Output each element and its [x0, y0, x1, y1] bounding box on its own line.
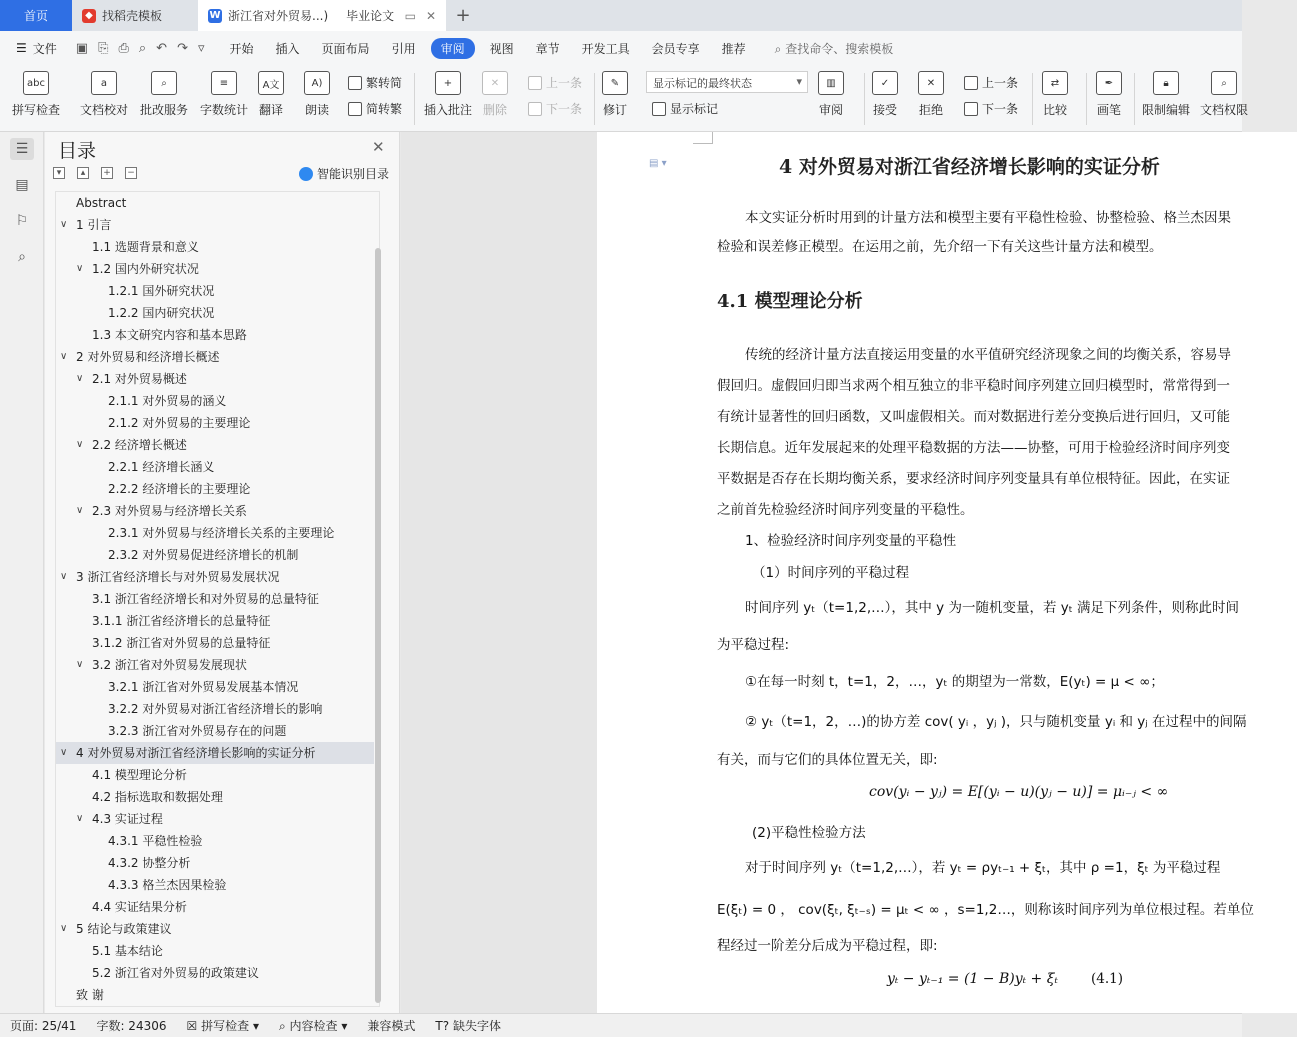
subsection-line: （1）时间序列的平稳过程: [752, 565, 910, 581]
qa-more-icon[interactable]: ▿: [197, 40, 205, 56]
missing-font-status[interactable]: [425, 1017, 511, 1034]
window-restore-icon[interactable]: ▭: [404, 8, 416, 23]
doc-permission-button[interactable]: [1200, 71, 1248, 118]
toc-item[interactable]: [56, 302, 374, 324]
toc-item-label: 1.1 选题背景和意义: [92, 240, 199, 254]
menu-member[interactable]: 会员专享: [651, 41, 700, 56]
toc-item-label: 4.3.3 格兰杰因果检验: [108, 878, 227, 892]
menu-developer[interactable]: 开发工具: [581, 41, 630, 56]
paragraph-layout-icon[interactable]: ▤ ▾: [649, 158, 667, 169]
toc-item[interactable]: [56, 940, 374, 962]
delete-comment-button[interactable]: [482, 71, 508, 118]
proofread-icon: a: [91, 71, 117, 95]
content-check-icon: ⌕: [278, 1019, 286, 1033]
bookmark-icon[interactable]: ⚐: [15, 213, 29, 229]
toc-item[interactable]: [56, 544, 374, 566]
show-markup-label: 显示标记: [670, 102, 719, 116]
toc-item[interactable]: [56, 214, 374, 236]
prev-comment-icon: [528, 76, 542, 90]
insert-comment-label: 插入批注: [424, 103, 473, 117]
chevron-down-icon[interactable]: ∨: [76, 659, 84, 670]
smart-toc-button[interactable]: [299, 165, 389, 182]
redo-icon[interactable]: ↷: [177, 40, 188, 56]
toc-item[interactable]: [56, 478, 374, 500]
paragraph-line: E(ξₜ) = 0 ， cov(ξₜ, ξₜ₋ₛ) = μₜ < ∞ ，s=1,2…，则称该时间序列为单位根过程。若单位: [717, 902, 1254, 918]
equation-number: (4.1): [1091, 971, 1124, 987]
find-icon[interactable]: ⌕: [18, 249, 26, 265]
word-count-label: 字数统计: [200, 103, 249, 117]
ribbon-divider: [864, 73, 865, 125]
spell-check-status-label: 拼写检查: [201, 1019, 250, 1033]
remove-heading-icon[interactable]: −: [125, 167, 137, 179]
subsection-line: (2)平稳性检验方法: [752, 825, 866, 841]
paragraph-line: 有统计显著性的回归函数，又叫虚假相关。而对数据进行差分变换后进行回归，又可能: [717, 409, 1230, 425]
chevron-down-icon: ▾: [341, 1019, 348, 1033]
formula-difference: yₜ − yₜ₋₁ = (1 − B)yₜ + ξₜ: [887, 971, 1058, 987]
spell-check-label: 拼写检查: [12, 103, 61, 117]
toc-item-label: 4 对外贸易对浙江省经济增长影响的实证分析: [76, 746, 316, 760]
reject-icon: ✕: [918, 71, 944, 95]
toc-item-label: 2.3.2 对外贸易促进经济增长的机制: [108, 548, 299, 562]
docer-logo-icon: ◆: [82, 9, 96, 23]
prev-change-label: 上一条: [982, 76, 1019, 90]
toc-item-label: 2 对外贸易和经济增长概述: [76, 350, 220, 364]
paragraph-line: 本文实证分析时用到的计量方法和模型主要有平稳性检验、协整检验、格兰杰因果: [745, 210, 1231, 226]
read-aloud-icon: A): [304, 71, 330, 95]
undo-icon[interactable]: ↶: [156, 40, 168, 56]
toc-item-label: 3.1.2 浙江省对外贸易的总量特征: [92, 636, 271, 650]
toc-item[interactable]: [56, 808, 374, 830]
track-changes-button[interactable]: [602, 71, 628, 118]
toc-item[interactable]: [56, 896, 374, 918]
toc-item-label: 1.2.2 国内研究状况: [108, 306, 215, 320]
chevron-down-icon[interactable]: ∨: [76, 373, 84, 384]
toc-item-label: 4.1 模型理论分析: [92, 768, 187, 782]
save-icon[interactable]: ▣: [75, 40, 89, 56]
toc-item[interactable]: [56, 720, 374, 742]
chevron-down-icon[interactable]: ∨: [76, 505, 84, 516]
toc-item-label: 4.3 实证过程: [92, 812, 163, 826]
toc-item-label: 3.2.2 对外贸易对浙江省经济增长的影响: [108, 702, 323, 716]
review-ribbon: [0, 65, 1249, 132]
status-bar: [0, 1013, 1242, 1037]
toc-item[interactable]: [56, 764, 374, 786]
toc-item[interactable]: [56, 236, 374, 258]
new-tab-button[interactable]: +: [455, 5, 471, 26]
toc-item-label: 4.3.1 平稳性检验: [108, 834, 203, 848]
track-changes-icon: ✎: [602, 71, 628, 95]
paragraph-line: 检验和误差修正模型。在运用之前，先介绍一下有关这些计量方法和模型。: [717, 239, 1163, 255]
toc-item[interactable]: [56, 918, 374, 940]
smart-toc-label: 智能识别目录: [317, 167, 390, 181]
toc-item[interactable]: [56, 742, 374, 764]
toc-panel-icon[interactable]: ☰: [10, 138, 34, 160]
missing-font-label: 缺失字体: [452, 1019, 501, 1033]
trad-to-simp-icon: [348, 76, 362, 90]
toc-item-label: 2.3.1 对外贸易与经济增长关系的主要理论: [108, 526, 335, 540]
toc-item[interactable]: [56, 522, 374, 544]
add-heading-icon[interactable]: +: [101, 167, 113, 179]
content-check-label: 内容检查: [289, 1019, 338, 1033]
review-pane-button[interactable]: [818, 71, 844, 118]
batch-service-label: 批改服务: [140, 103, 189, 117]
compare-button[interactable]: [1042, 71, 1068, 118]
show-markup-button[interactable]: [652, 100, 718, 117]
restrict-edit-button[interactable]: [1142, 71, 1190, 118]
menu-chapter[interactable]: 章节: [535, 41, 560, 56]
nav-rail: [0, 132, 44, 1013]
insert-comment-button[interactable]: [424, 71, 472, 118]
read-aloud-button[interactable]: [304, 71, 330, 118]
toc-item-label: 3 浙江省经济增长与对外贸易发展状况: [76, 570, 280, 584]
toc-item-label: 2.2 经济增长概述: [92, 438, 187, 452]
toc-item[interactable]: [56, 676, 374, 698]
toc-panel: [45, 132, 400, 1013]
condition-line: ② yₜ（t=1，2，…)的协方差 cov( yᵢ ，yⱼ )，只与随机变量 yᵢ 和 yⱼ 在过程中的间隔: [745, 714, 1247, 730]
quick-access-toolbar: [68, 41, 219, 56]
compare-icon: ⇄: [1042, 71, 1068, 95]
chevron-down-icon[interactable]: ∨: [60, 219, 68, 230]
file-menu-label: 文件: [32, 41, 57, 56]
toc-item-label: 5 结论与政策建议: [76, 922, 172, 936]
review-pane-icon: ▥: [818, 71, 844, 95]
chevron-down-icon[interactable]: ∨: [76, 263, 84, 274]
next-change-button[interactable]: [964, 100, 1018, 117]
markup-state-select[interactable]: 显示标记的最终状态 ▾: [646, 71, 808, 93]
toc-item-label: 5.1 基本结论: [92, 944, 163, 958]
tab-bar: [0, 0, 1242, 31]
toc-item-label: 2.3 对外贸易与经济增长关系: [92, 504, 247, 518]
ribbon-divider: [1134, 73, 1135, 125]
subsection-line: 1、检验经济时间序列变量的平稳性: [745, 533, 957, 549]
page-indicator[interactable]: 页面: 25/41: [10, 1019, 77, 1033]
toc-title: 目录: [58, 140, 97, 162]
paragraph-line: 传统的经济计量方法直接运用变量的水平值研究经济现象之间的均衡关系，容易导: [745, 347, 1231, 363]
toc-item[interactable]: [56, 456, 374, 478]
condition-line: ①在每一时刻 t，t=1，2，…，yₜ 的期望为一常数，E(yₜ) = μ < ∞；: [745, 674, 1164, 690]
next-comment-button[interactable]: [528, 100, 582, 117]
prev-comment-label: 上一条: [546, 76, 583, 90]
paragraph-line: 有关，而与它们的具体位置无关，即:: [717, 752, 938, 768]
toc-scrollbar[interactable]: [375, 248, 381, 1003]
collapse-all-icon[interactable]: ▾: [53, 167, 65, 179]
lock-icon: 🔒︎: [1153, 71, 1179, 95]
toc-item-label: 1 引言: [76, 218, 112, 232]
batch-service-icon: ⌕: [151, 71, 177, 95]
compare-label: 比较: [1042, 103, 1067, 117]
tab-document-sub: 毕业论文: [346, 9, 395, 23]
toc-item[interactable]: [56, 962, 374, 984]
toc-item-label: 1.2 国内外研究状况: [92, 262, 199, 276]
spell-check-status[interactable]: [177, 1017, 269, 1034]
toc-item-label: 3.2 浙江省对外贸易发展现状: [92, 658, 247, 672]
menu-view[interactable]: 视图: [489, 41, 514, 56]
accept-icon: ✓: [872, 71, 898, 95]
chevron-down-icon[interactable]: ∨: [60, 923, 68, 934]
paragraph-line: 对于时间序列 yₜ（t=1,2,…），若 yₜ = ρyₜ₋₁ + ξₜ，其中 ρ =1，ξₜ 为平稳过程: [745, 860, 1221, 876]
toc-item-label: 2.1.2 对外贸易的主要理论: [108, 416, 251, 430]
toc-item[interactable]: [56, 324, 374, 346]
crop-mark: [693, 132, 713, 144]
spell-check-icon: abc: [23, 71, 49, 95]
menu-page-layout[interactable]: 页面布局: [321, 41, 370, 56]
missing-font-icon: T?: [435, 1019, 450, 1033]
accept-label: 接受: [872, 103, 897, 117]
section-heading: 4.1 模型理论分析: [717, 291, 863, 312]
toc-item[interactable]: [56, 368, 374, 390]
menu-bar: [0, 31, 1242, 65]
menu-recommend[interactable]: 推荐: [721, 41, 746, 56]
paragraph-line: 为平稳过程:: [717, 637, 790, 653]
word-count-button[interactable]: [200, 71, 248, 118]
chevron-down-icon[interactable]: ∨: [60, 571, 68, 582]
toc-item-label: 2.1.1 对外贸易的涵义: [108, 394, 227, 408]
menu-start[interactable]: 开始: [229, 41, 254, 56]
paragraph-line: 时间序列 yₜ（t=1,2,…），其中 y 为一随机变量，若 yₜ 满足下列条件，则称此时间: [745, 600, 1240, 616]
delete-comment-icon: ✕: [482, 71, 508, 95]
toc-item[interactable]: [56, 654, 374, 676]
toc-item-label: 1.3 本文研究内容和基本思路: [92, 328, 247, 342]
toc-item[interactable]: [56, 588, 374, 610]
prev-change-button[interactable]: [964, 74, 1018, 91]
toc-list: [55, 191, 380, 1007]
ribbon-divider: [1032, 73, 1033, 125]
chevron-down-icon[interactable]: ∨: [60, 747, 68, 758]
spell-check-status-icon: ☒: [186, 1019, 198, 1033]
spell-check-button[interactable]: [12, 71, 60, 118]
toc-item[interactable]: [56, 874, 374, 896]
chapter-heading: 4 对外贸易对浙江省经济增长影响的实证分析: [779, 156, 1160, 178]
toc-item[interactable]: [56, 412, 374, 434]
tab-template-label: 找稻壳模板: [102, 9, 163, 23]
expand-all-icon[interactable]: ▴: [77, 167, 89, 179]
export-pdf-icon[interactable]: ⎘: [98, 40, 109, 56]
toc-item[interactable]: [56, 698, 374, 720]
menu-review[interactable]: 审阅: [431, 38, 475, 59]
toc-item[interactable]: [56, 346, 374, 368]
search-icon: ⌕: [774, 41, 782, 56]
chevron-down-icon[interactable]: ∨: [76, 813, 84, 824]
hamburger-icon: ☰: [16, 41, 27, 55]
toc-item[interactable]: [56, 786, 374, 808]
toc-item[interactable]: [56, 434, 374, 456]
toc-item[interactable]: [56, 192, 374, 214]
doc-proofread-button[interactable]: [80, 71, 128, 118]
doc-proofread-label: 文档校对: [80, 103, 129, 117]
chevron-down-icon[interactable]: ∨: [76, 439, 84, 450]
restrict-edit-label: 限制编辑: [1142, 103, 1191, 117]
content-check-status[interactable]: [269, 1017, 357, 1034]
next-comment-label: 下一条: [546, 102, 583, 116]
ribbon-divider: [1086, 73, 1087, 125]
paragraph-line: 长期信息。近年发展起来的处理平稳数据的方法——协整，可用于检验经济时间序列变: [717, 440, 1230, 456]
toc-item-label: 3.2.1 浙江省对外贸易发展基本情况: [108, 680, 299, 694]
command-search-placeholder: 查找命令、搜索模板: [785, 41, 894, 56]
toc-item[interactable]: [56, 566, 374, 588]
toc-item-label: 3.2.3 浙江省对外贸易存在的问题: [108, 724, 287, 738]
pen-icon: ✒: [1096, 71, 1122, 95]
toc-item-label: Abstract: [76, 196, 127, 210]
toc-item-label: 2.2.2 经济增长的主要理论: [108, 482, 251, 496]
toc-item-label: 2.2.1 经济增长涵义: [108, 460, 215, 474]
writer-doc-icon: W: [209, 10, 221, 21]
next-change-icon: [964, 102, 978, 116]
tab-template[interactable]: [72, 0, 198, 31]
toc-item[interactable]: [56, 830, 374, 852]
simp-to-trad-label: 简转繁: [366, 102, 403, 116]
toc-item[interactable]: [56, 984, 374, 1006]
show-markup-icon: [652, 102, 666, 116]
delete-comment-label: 删除: [482, 103, 507, 117]
permission-icon: ⌕: [1211, 71, 1237, 95]
trad-to-simp-label: 繁转简: [366, 76, 403, 90]
track-changes-label: 修订: [602, 103, 627, 117]
smart-toc-icon: [299, 167, 313, 181]
toc-item-label: 2.1 对外贸易概述: [92, 372, 187, 386]
document-page: [597, 132, 1297, 1013]
tab-home[interactable]: 首页: [0, 0, 72, 31]
toc-item-label: 5.2 浙江省对外贸易的政策建议: [92, 966, 259, 980]
print-preview-icon[interactable]: ⌕: [138, 40, 147, 56]
paragraph-line: 平数据是否存在长期均衡关系，要求经济时间序列变量具有单位根特征。因此，在实证: [717, 471, 1230, 487]
toc-item[interactable]: [56, 500, 374, 522]
toc-item-label: 4.2 指标选取和数据处理: [92, 790, 223, 804]
toc-item[interactable]: [56, 280, 374, 302]
word-count-indicator[interactable]: 字数: 24306: [96, 1019, 167, 1033]
next-comment-icon: [528, 102, 542, 116]
next-change-label: 下一条: [982, 102, 1019, 116]
translate-label: 翻译: [258, 103, 283, 117]
translate-icon: A文: [258, 71, 284, 95]
toc-item[interactable]: [56, 632, 374, 654]
pen-label: 画笔: [1096, 103, 1121, 117]
toc-item-label: 4.3.2 协整分析: [108, 856, 191, 870]
toc-item-label: 3.1.1 浙江省经济增长的总量特征: [92, 614, 271, 628]
ribbon-divider: [414, 73, 415, 125]
read-aloud-label: 朗读: [304, 103, 329, 117]
formula-covariance: cov(yᵢ − yⱼ) = E[(yᵢ − u)(yⱼ − u)] = μᵢ₋ⱼ < ∞: [869, 784, 1169, 800]
print-icon[interactable]: ⎙: [118, 40, 129, 56]
paragraph-line: 程经过一阶差分后成为平稳过程，即:: [717, 938, 938, 954]
tab-document[interactable]: [198, 0, 446, 31]
simp-to-trad-button[interactable]: [348, 100, 402, 117]
toc-item-label: 致 谢: [76, 988, 104, 1002]
insert-comment-icon: +: [435, 71, 461, 95]
toc-item[interactable]: [56, 852, 374, 874]
pen-button[interactable]: [1096, 71, 1122, 118]
toc-item[interactable]: [56, 258, 374, 280]
command-search[interactable]: [757, 40, 905, 57]
translate-button[interactable]: [258, 71, 284, 118]
chevron-down-icon[interactable]: ∨: [60, 351, 68, 362]
menu-insert[interactable]: 插入: [275, 41, 300, 56]
toc-item-label: 1.2.1 国外研究状况: [108, 284, 215, 298]
reject-label: 拒绝: [918, 103, 943, 117]
menu-references[interactable]: 引用: [391, 41, 416, 56]
batch-service-button[interactable]: [140, 71, 188, 118]
prev-comment-button[interactable]: [528, 74, 582, 91]
review-pane-label: 审阅: [818, 103, 843, 117]
trad-to-simp-button[interactable]: [348, 74, 402, 91]
toc-item-label: 3.1 浙江省经济增长和对外贸易的总量特征: [92, 592, 319, 606]
chapter-nav-icon[interactable]: ▤: [15, 177, 29, 193]
accept-button[interactable]: [872, 71, 898, 118]
toc-item-label: 4.4 实证结果分析: [92, 900, 187, 914]
file-menu[interactable]: [0, 40, 68, 57]
toc-item[interactable]: [56, 390, 374, 412]
close-tab-icon[interactable]: ✕: [425, 8, 436, 23]
toc-item[interactable]: [56, 610, 374, 632]
word-count-icon: ≡: [211, 71, 237, 95]
close-icon[interactable]: ✕: [372, 138, 385, 156]
compat-mode-status[interactable]: 兼容模式: [367, 1019, 416, 1033]
prev-change-icon: [964, 76, 978, 90]
reject-button[interactable]: [918, 71, 944, 118]
tab-document-label: 浙江省对外贸易...): [228, 9, 329, 23]
ribbon-divider: [594, 73, 595, 125]
paragraph-line: 假回归。虚假回归即当求两个相互独立的非平稳时间序列建立回归模型时，常常得到一: [717, 378, 1230, 394]
chevron-down-icon: ▾: [252, 1019, 259, 1033]
simp-to-trad-icon: [348, 102, 362, 116]
doc-permission-label: 文档权限: [1200, 103, 1249, 117]
paragraph-line: 之前首先检验经济时间序列变量的平稳性。: [717, 502, 974, 518]
document-area: [401, 132, 1254, 1013]
